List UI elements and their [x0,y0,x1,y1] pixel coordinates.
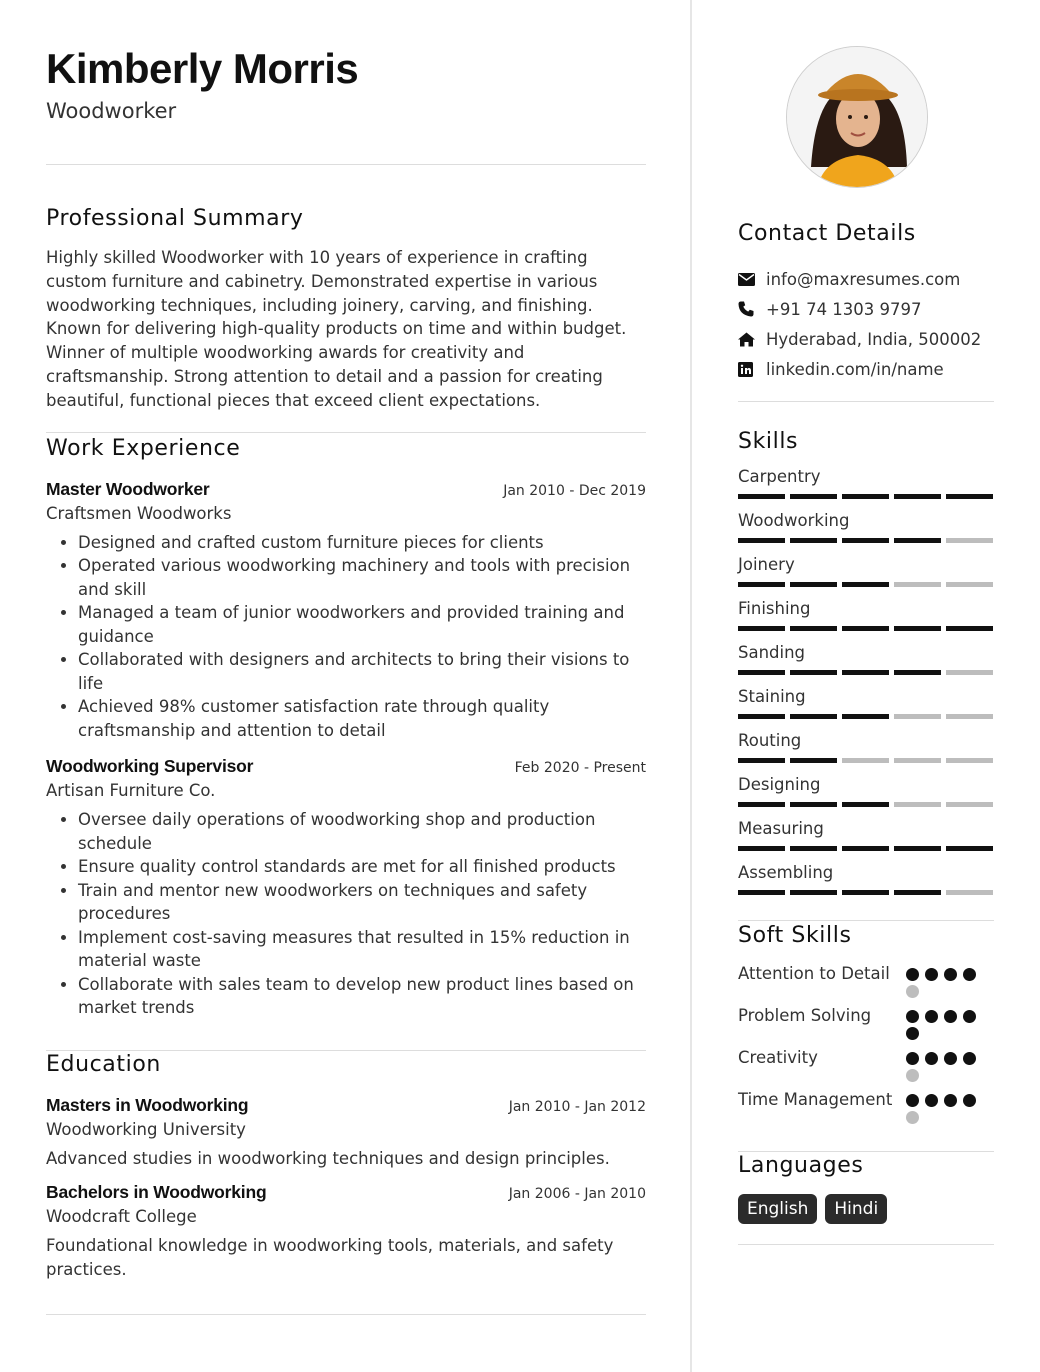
skill-name: Designing [738,775,821,794]
soft-skill-level-dot [944,1052,957,1065]
contact-linkedin-text: linkedin.com/in/name [766,359,944,379]
soft-skill-item [738,1088,994,1124]
skill-level-segment [894,494,941,499]
job-title: Woodworking Supervisor [46,756,254,777]
contact-phone[interactable] [738,294,994,324]
skill-level-segment [790,626,837,631]
summary-text: Highly skilled Woodworker with 10 years of experience in crafting custom furniture and cabinetry. Demonstrated expertise in various woodworking techniques, including joinery, carving, and finishing. Known for delivering high-quality products on time and within budget. Winner of multiple woodworking awards for creativity and craftsmanship. Strong attention to detail and a passion for creating beautiful, functional pieces that exceed client expectations. [46,248,627,410]
skill-name: Routing [738,731,802,750]
job-bullets [46,531,646,743]
skill-level-bars [738,890,994,895]
soft-skill-level-dot [906,968,919,981]
column-divider [690,0,692,1372]
linkedin-icon [738,362,766,377]
languages-title: Languages [738,1153,864,1178]
education-title: Education [46,1051,161,1077]
soft-skill-item [738,1046,994,1082]
skill-level-segment [842,758,889,763]
skill-level-segment [894,538,941,543]
avatar-photo [787,47,928,188]
phone-icon [738,301,766,317]
job-date: Jan 2010 - Dec 2019 [503,482,646,499]
soft-skill-item [738,1004,994,1040]
skill-level-segment [946,846,993,851]
languages-section [738,1152,994,1224]
soft-skill-item [738,962,994,998]
soft-skill-level-dot [906,985,919,998]
contact-address-text: Hyderabad, India, 500002 [766,329,982,349]
avatar [786,46,928,188]
skill-level-segment [842,802,889,807]
skill-level-segment [738,890,785,895]
soft-skill-level-dot [906,1052,919,1065]
languages-divider [738,1244,994,1245]
skill-level-segment [842,626,889,631]
skill-level-segment [738,582,785,587]
soft-skill-name: Attention to Detail [738,964,890,983]
skill-level-segment [790,890,837,895]
skill-name: Staining [738,687,806,706]
skills-section [738,428,994,906]
skill-level-segment [894,802,941,807]
skill-level-bars [738,846,994,851]
soft-skill-level-dot [906,1010,919,1023]
soft-skill-level-dot [925,1010,938,1023]
skill-level-segment [790,714,837,719]
soft-skill-level-dot [944,968,957,981]
job-company: Craftsmen Woodworks [46,503,232,523]
language-pill: English [738,1194,817,1224]
education-header [46,1095,646,1116]
job-company: Artisan Furniture Co. [46,781,216,801]
skill-item [738,862,994,895]
skill-item [738,642,994,675]
soft-skill-level-dot [963,968,976,981]
skill-level-segment [946,802,993,807]
skill-level-segment [738,802,785,807]
soft-skill-level-dots [906,1046,986,1082]
soft-skill-level-dots [906,1004,986,1040]
skill-name: Woodworking [738,511,850,530]
skill-level-segment [790,802,837,807]
skill-item [738,510,994,543]
skill-level-segment [842,494,889,499]
skill-level-bars [738,714,994,719]
education-school: Woodcraft College [46,1207,197,1227]
skill-level-segment [946,582,993,587]
skill-item [738,818,994,851]
job-bullet: • Train and mentor new woodworkers on techniques and safety procedures [78,879,646,926]
skill-level-segment [738,714,785,719]
skill-item [738,730,994,763]
skill-level-segment [738,538,785,543]
skill-level-segment [790,670,837,675]
skill-level-segment [946,714,993,719]
job-bullet: • Designed and crafted custom furniture pieces for clients [78,531,646,555]
contact-divider [738,401,994,402]
skill-item [738,686,994,719]
skill-level-segment [894,670,941,675]
skill-name: Measuring [738,819,824,838]
soft-skills-section [738,922,994,1130]
education-degree: Bachelors in Woodworking [46,1182,267,1203]
soft-skill-level-dot [906,1069,919,1082]
skill-name: Carpentry [738,467,821,486]
skill-level-segment [738,494,785,499]
skill-level-segment [738,846,785,851]
job-bullet: • Collaborated with designers and architects to bring their visions to life [78,648,646,695]
soft-skill-level-dot [963,1094,976,1107]
experience-title: Work Experience [46,435,241,461]
job-header [46,479,646,500]
education-divider [46,1314,646,1315]
soft-skills-title: Soft Skills [738,923,852,948]
education-entry [46,1095,646,1171]
skill-level-segment [946,890,993,895]
skill-level-segment [894,714,941,719]
skill-name: Assembling [738,863,834,882]
home-icon [738,332,766,347]
summary-section [46,205,646,413]
skill-level-segment [842,670,889,675]
skill-level-segment [790,494,837,499]
soft-skill-level-dot [963,1052,976,1065]
skill-level-segment [790,538,837,543]
skill-level-segment [946,626,993,631]
soft-skill-name: Time Management [738,1090,893,1109]
education-date: Jan 2006 - Jan 2010 [508,1186,646,1203]
soft-skill-level-dot [925,1052,938,1065]
contact-phone-text: +91 74 1303 9797 [766,299,922,319]
summary-divider [46,432,646,433]
skill-level-bars [738,582,994,587]
job-title: Master Woodworker [46,478,210,499]
skill-level-segment [842,538,889,543]
soft-skill-level-dot [963,1010,976,1023]
soft-skills-list [738,962,994,1124]
summary-title: Professional Summary [46,206,304,231]
education-description: Foundational knowledge in woodworking tools, materials, and safety practices. [46,1236,614,1280]
job-bullet: • Achieved 98% customer satisfaction rate through quality craftsmanship and attention to detail [78,695,646,742]
skill-name: Sanding [738,643,806,662]
soft-skill-name: Creativity [738,1048,818,1067]
header-divider [46,164,646,165]
job-bullets [46,808,646,1020]
soft-skill-level-dot [944,1010,957,1023]
job-bullet: • Operated various woodworking machinery and tools with precision and skill [78,554,646,601]
skill-level-bars [738,494,994,499]
contact-title: Contact Details [738,221,916,246]
skill-level-segment [738,758,785,763]
job-bullet: • Managed a team of junior woodworkers and provided training and guidance [78,601,646,648]
skill-level-segment [894,890,941,895]
job-header [46,756,646,777]
soft-skill-level-dots [906,1088,986,1124]
skill-item [738,774,994,807]
education-description: Advanced studies in woodworking techniques and design principles. [46,1148,610,1168]
experience-section [46,435,646,1020]
skill-level-bars [738,670,994,675]
skill-level-segment [894,626,941,631]
soft-skill-level-dots [906,962,986,998]
skill-item [738,554,994,587]
skill-level-bars [738,626,994,631]
education-list [46,1095,646,1282]
skills-divider [738,920,994,921]
job-list [46,479,646,1020]
candidate-name: Kimberly Morris [46,45,359,92]
job-bullet: • Ensure quality control standards are met for all finished products [78,855,646,879]
soft-skill-level-dot [925,1094,938,1107]
skill-level-segment [894,846,941,851]
soft-skill-level-dot [925,968,938,981]
language-pills [738,1194,994,1224]
skill-level-bars [738,538,994,543]
contact-linkedin[interactable] [738,354,994,384]
job-date: Feb 2020 - Present [514,760,646,777]
skills-list [738,466,994,895]
skill-level-segment [790,846,837,851]
skill-level-segment [946,538,993,543]
skill-level-segment [790,582,837,587]
skills-title: Skills [738,429,799,454]
envelope-icon [738,273,766,286]
skill-level-segment [738,626,785,631]
education-header [46,1182,646,1203]
skill-level-bars [738,758,994,763]
main-column [46,44,646,1315]
skill-item [738,598,994,631]
skill-level-segment [946,494,993,499]
skill-level-segment [738,670,785,675]
skill-level-bars [738,802,994,807]
contact-address [738,324,994,354]
education-entry [46,1182,646,1282]
skill-name: Joinery [738,555,795,574]
education-school: Woodworking University [46,1119,246,1139]
education-section [46,1051,646,1282]
skill-level-segment [894,758,941,763]
contact-email[interactable] [738,264,994,294]
education-date: Jan 2010 - Jan 2012 [508,1098,646,1115]
contact-section [738,220,994,384]
job-bullet: • Collaborate with sales team to develop new product lines based on market trends [78,973,646,1020]
skill-level-segment [842,890,889,895]
job-entry [46,479,646,743]
soft-skill-level-dot [906,1111,919,1124]
education-degree: Masters in Woodworking [46,1094,249,1115]
skill-item [738,466,994,499]
job-bullet: • Implement cost-saving measures that resulted in 15% reduction in material waste [78,926,646,973]
soft-skill-level-dot [906,1027,919,1040]
skill-level-segment [842,714,889,719]
skill-level-segment [894,582,941,587]
skill-level-segment [946,670,993,675]
language-pill: Hindi [825,1194,887,1224]
skill-level-segment [842,582,889,587]
soft-skill-level-dot [944,1094,957,1107]
skill-level-segment [946,758,993,763]
skill-level-segment [790,758,837,763]
job-entry [46,756,646,1020]
skill-level-segment [842,846,889,851]
contact-email-text: info@maxresumes.com [766,269,961,289]
soft-skill-level-dot [906,1094,919,1107]
candidate-role: Woodworker [46,99,177,123]
soft-skill-name: Problem Solving [738,1006,872,1025]
skill-name: Finishing [738,599,811,618]
job-bullet: • Oversee daily operations of woodworking shop and production schedule [78,808,646,855]
